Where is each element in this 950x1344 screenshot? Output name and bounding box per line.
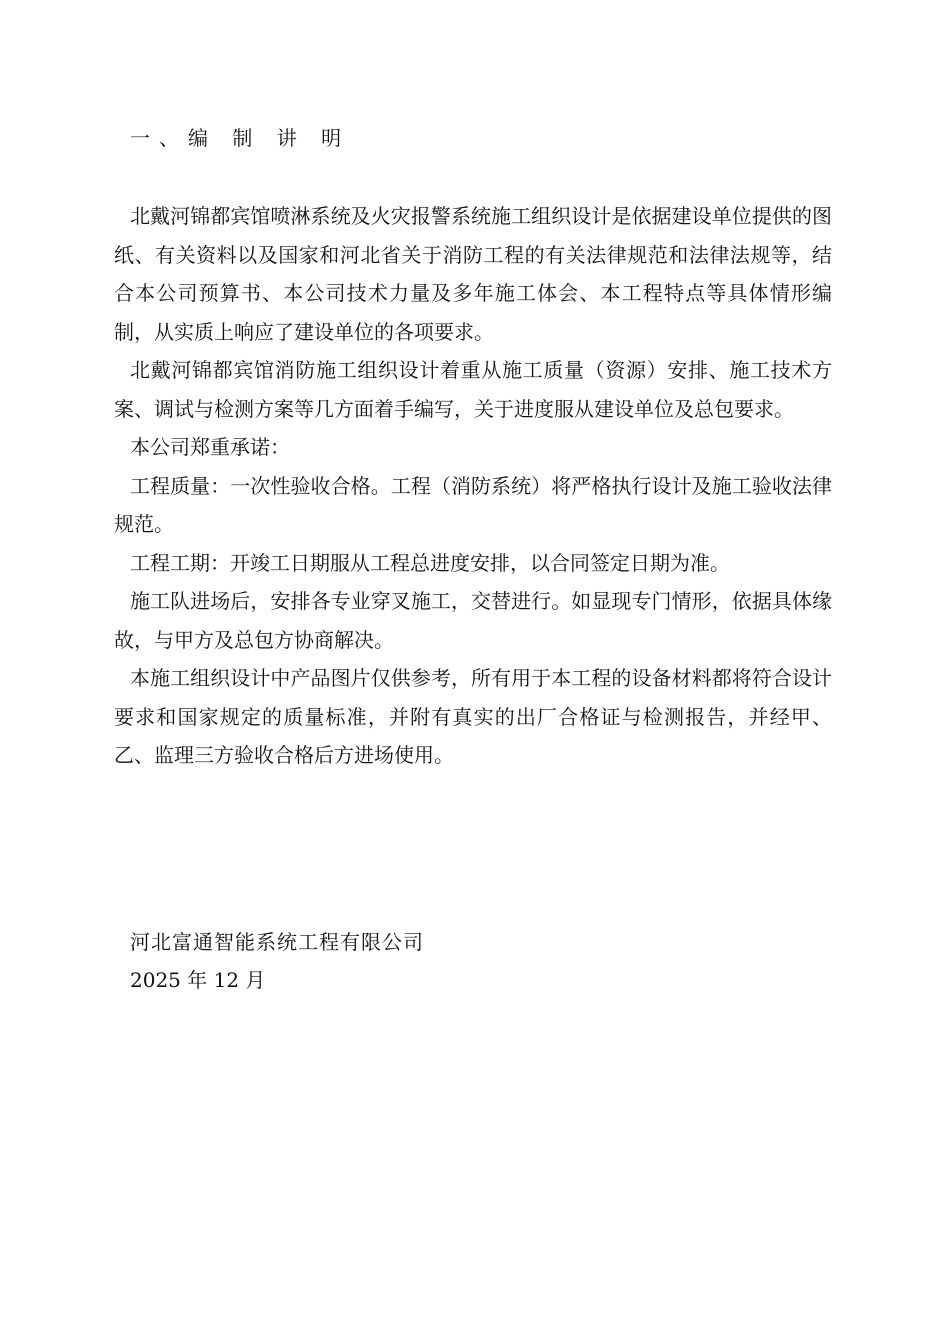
paragraph-intro: 北戴河锦都宾馆喷淋系统及火灾报警系统施工组织设计是依据建设单位提供的图纸、有关资料以及国家和河北省关于消防工程的有关法律规范和法律法规等，结合本公司预算书、本公司技术力量及多年施工体会、本工程特点等具体情形编制，从实质上响应了建设单位的各项要求。 (114, 204, 832, 344)
paragraph-quality: 工程质量：一次性验收合格。工程（消防系统）将严格执行设计及施工验收法律规范。 (114, 473, 832, 536)
signature-date: 2025 年 12 月 (130, 968, 266, 992)
paragraph-construction: 施工队进场后，安排各专业穿叉施工，交替进行。如显现专门情形，依据具体缘故，与甲方及总包方协商解决。 (114, 589, 832, 652)
paragraph-commitment: 本公司郑重承诺： (130, 435, 290, 459)
paragraph-materials: 本施工组织设计中产品图片仅供参考，所有用于本工程的设备材料都将符合设计要求和国家规定的质量标准，并附有真实的出厂合格证与检测报告，并经甲、乙、监理三方验收合格后方进场使用。 (114, 666, 832, 767)
signature-company: 河北富通智能系统工程有限公司 (130, 930, 424, 954)
paragraph-focus: 北戴河锦都宾馆消防施工组织设计着重从施工质量（资源）安排、施工技术方案、调试与检测方案等几方面着手编写，关于进度服从建设单位及总包要求。 (114, 358, 832, 421)
paragraph-schedule: 工程工期：开竣工日期服从工程总进度安排，以合同签定日期为准。 (130, 550, 730, 575)
document-body (114, 197, 832, 775)
section-heading: 一、编 制 讲 明 (130, 126, 351, 150)
